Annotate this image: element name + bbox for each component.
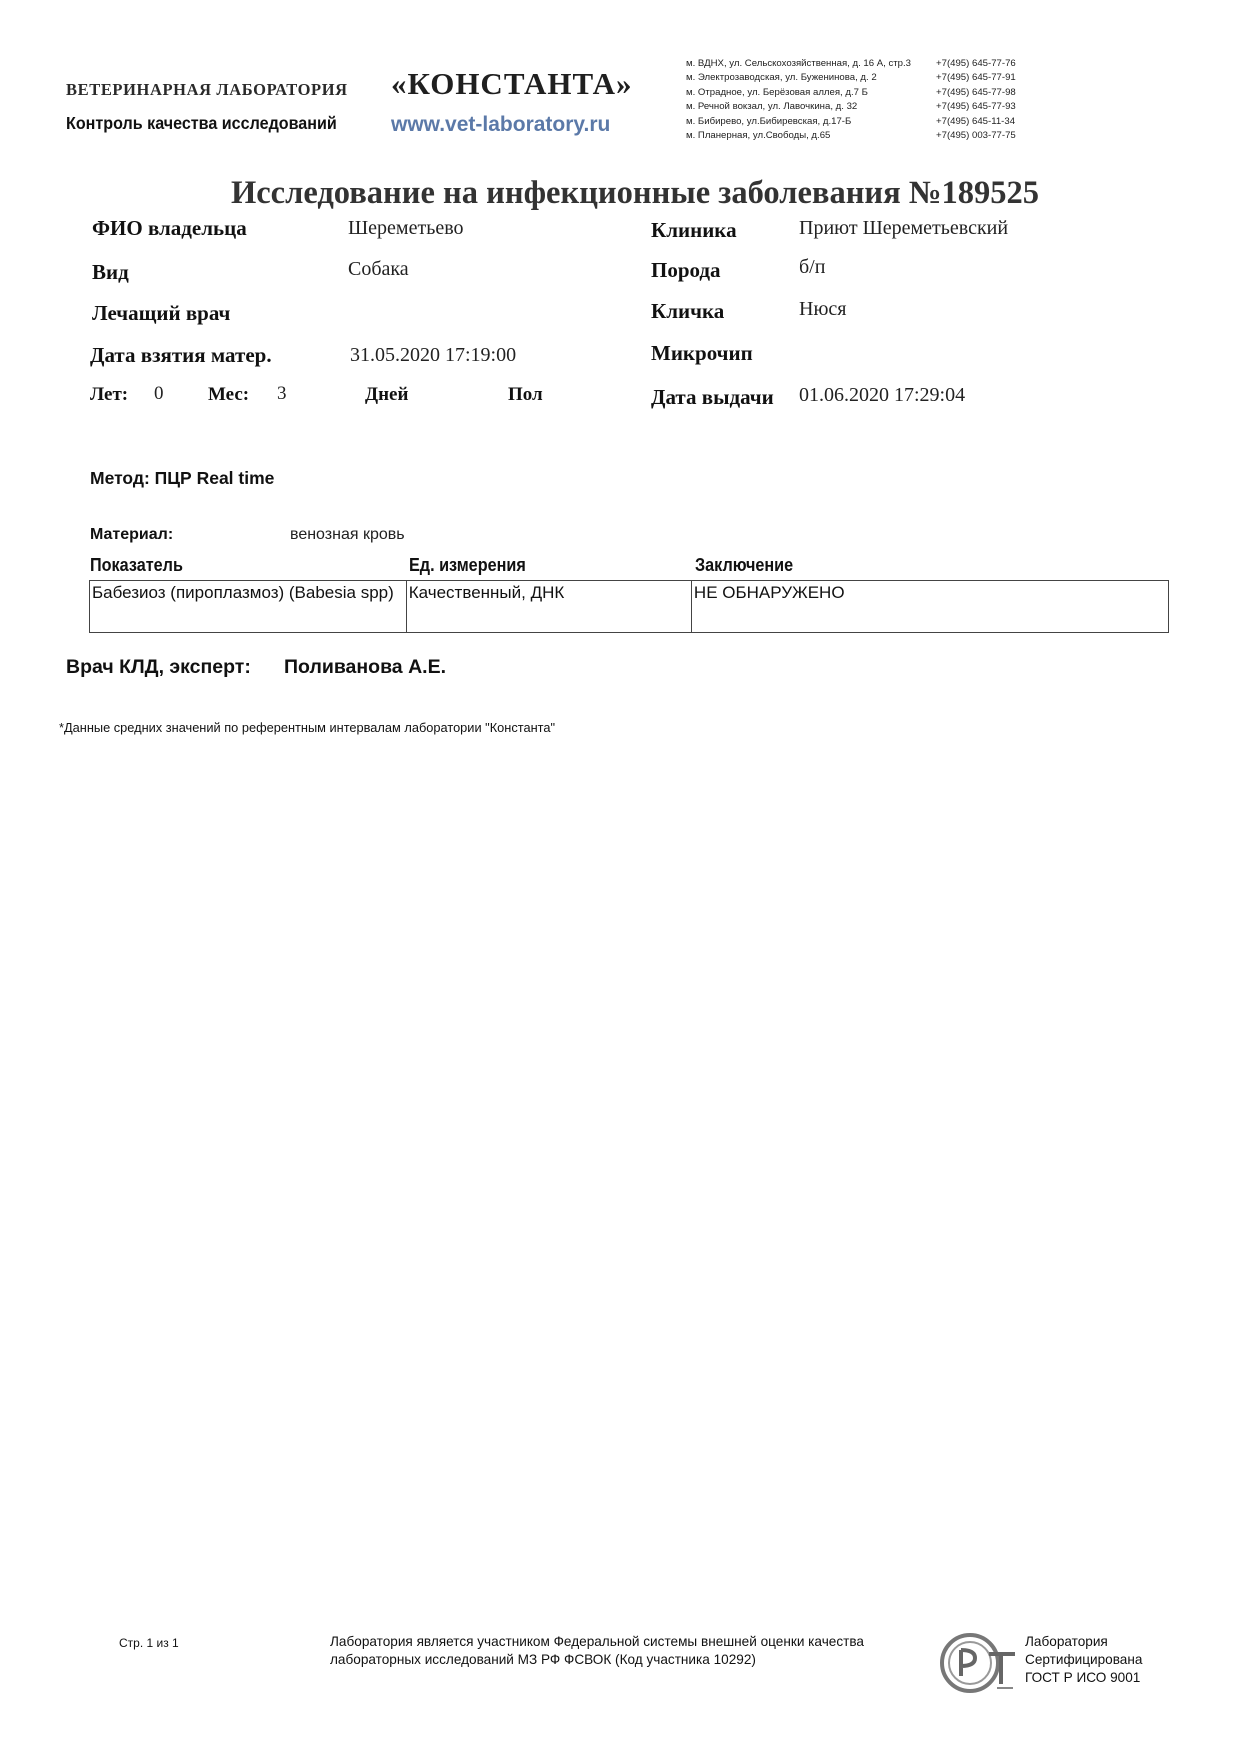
branch-item (686, 129, 1026, 143)
branch-item (686, 71, 1026, 85)
breed-value: б/п (799, 256, 826, 278)
sample-date-value: 31.05.2020 17:19:00 (350, 344, 517, 366)
cert-line-2: Сертифицирована (1025, 1652, 1143, 1667)
cert-line-3: ГОСТ Р ИСО 9001 (1025, 1670, 1141, 1685)
species-value: Собака (348, 258, 409, 280)
doctor-label: Лечащий врач (92, 301, 231, 325)
branch-address: м. Бибирево, ул.Бибиревская, д.17-Б (686, 115, 852, 127)
document-title: Исследование на инфекционные заболевания №189525 (230, 175, 1040, 211)
months-label: Мес: (208, 384, 250, 405)
issue-date-value: 01.06.2020 17:29:04 (799, 384, 966, 406)
branch-item (686, 57, 1026, 71)
material-label: Материал: (90, 526, 174, 543)
certification-logo-icon (937, 1628, 1017, 1698)
branch-phone: +7(495) 645-77-76 (936, 58, 1016, 69)
material-value: венозная кровь (290, 526, 405, 543)
indicator-cell: Бабезиоз (пироплазмоз) (Babesia spp) (90, 581, 407, 633)
years-value: 0 (154, 383, 164, 404)
days-label: Дней (365, 384, 409, 405)
quality-control-text: Контроль качества исследований (66, 113, 337, 133)
conclusion-cell: НЕ ОБНАРУЖЕНО (691, 581, 1168, 633)
branch-item (686, 100, 1026, 114)
sex-label: Пол (508, 384, 543, 405)
method-text: Метод: ПЦР Real time (90, 468, 275, 488)
branch-address: м. Планерная, ул.Свободы, д.65 (686, 130, 831, 142)
months-value: 3 (277, 383, 287, 404)
years-label: Лет: (90, 384, 129, 405)
unit-cell: Качественный, ДНК (406, 581, 691, 633)
footnote: *Данные средних значений по референтным интервалам лаборатории "Константа" (59, 720, 556, 735)
branch-phone: +7(495) 003-77-75 (936, 130, 1016, 142)
branch-list (686, 57, 1026, 143)
branch-phone: +7(495) 645-77-91 (936, 72, 1016, 84)
pet-name-label: Кличка (651, 299, 725, 323)
microchip-label: Микрочип (651, 341, 753, 365)
branch-phone: +7(495) 645-11-34 (936, 115, 1016, 127)
certification-text (1025, 1633, 1142, 1687)
branch-item (686, 86, 1026, 100)
table-header-conclusion: Заключение (695, 555, 794, 575)
table-header-unit: Ед. измерения (409, 555, 526, 575)
website-link[interactable]: www.vet-laboratory.ru (391, 113, 611, 136)
sample-date-label: Дата взятия матер. (90, 343, 272, 367)
fsvok-notice: Лаборатория является участником Федеральной системы внешней оценки качества лабораторных исследований МЗ РФ ФСВОК (Код участника 10292) (330, 1634, 864, 1667)
expert-name: Поливанова А.Е. (284, 656, 446, 678)
cert-line-1: Лаборатория (1025, 1634, 1108, 1649)
clinic-value: Приют Шереметьевский (799, 217, 1009, 239)
breed-label: Порода (651, 258, 721, 282)
branch-address: м. ВДНХ, ул. Сельскохозяйственная, д. 16 А, стр.3 (686, 58, 912, 69)
page-number: Стр. 1 из 1 (119, 1636, 179, 1650)
expert-label: Врач КЛД, эксперт: (66, 656, 251, 678)
owner-label: ФИО владельца (92, 216, 247, 240)
branch-address: м. Отрадное, ул. Берёзовая аллея, д.7 Б (686, 86, 868, 98)
brand-name: «КОНСТАНТА» (391, 66, 633, 101)
branch-phone: +7(495) 645-77-98 (936, 86, 1016, 98)
branch-phone: +7(495) 645-77-93 (936, 101, 1016, 113)
species-label: Вид (92, 260, 129, 284)
branch-address: м. Речной вокзал, ул. Лавочкина, д. 32 (686, 101, 858, 113)
lab-name: ВЕТЕРИНАРНАЯ ЛАБОРАТОРИЯ (66, 80, 348, 99)
results-table (89, 580, 1169, 633)
table-row (90, 581, 1169, 633)
table-header-indicator: Показатель (90, 555, 183, 575)
clinic-label: Клиника (651, 218, 737, 242)
owner-value: Шереметьево (348, 217, 464, 239)
issue-date-label: Дата выдачи (651, 385, 774, 409)
pet-name-value: Нюся (799, 298, 847, 320)
branch-address: м. Электрозаводская, ул. Буженинова, д. 2 (686, 72, 877, 84)
branch-item (686, 115, 1026, 129)
